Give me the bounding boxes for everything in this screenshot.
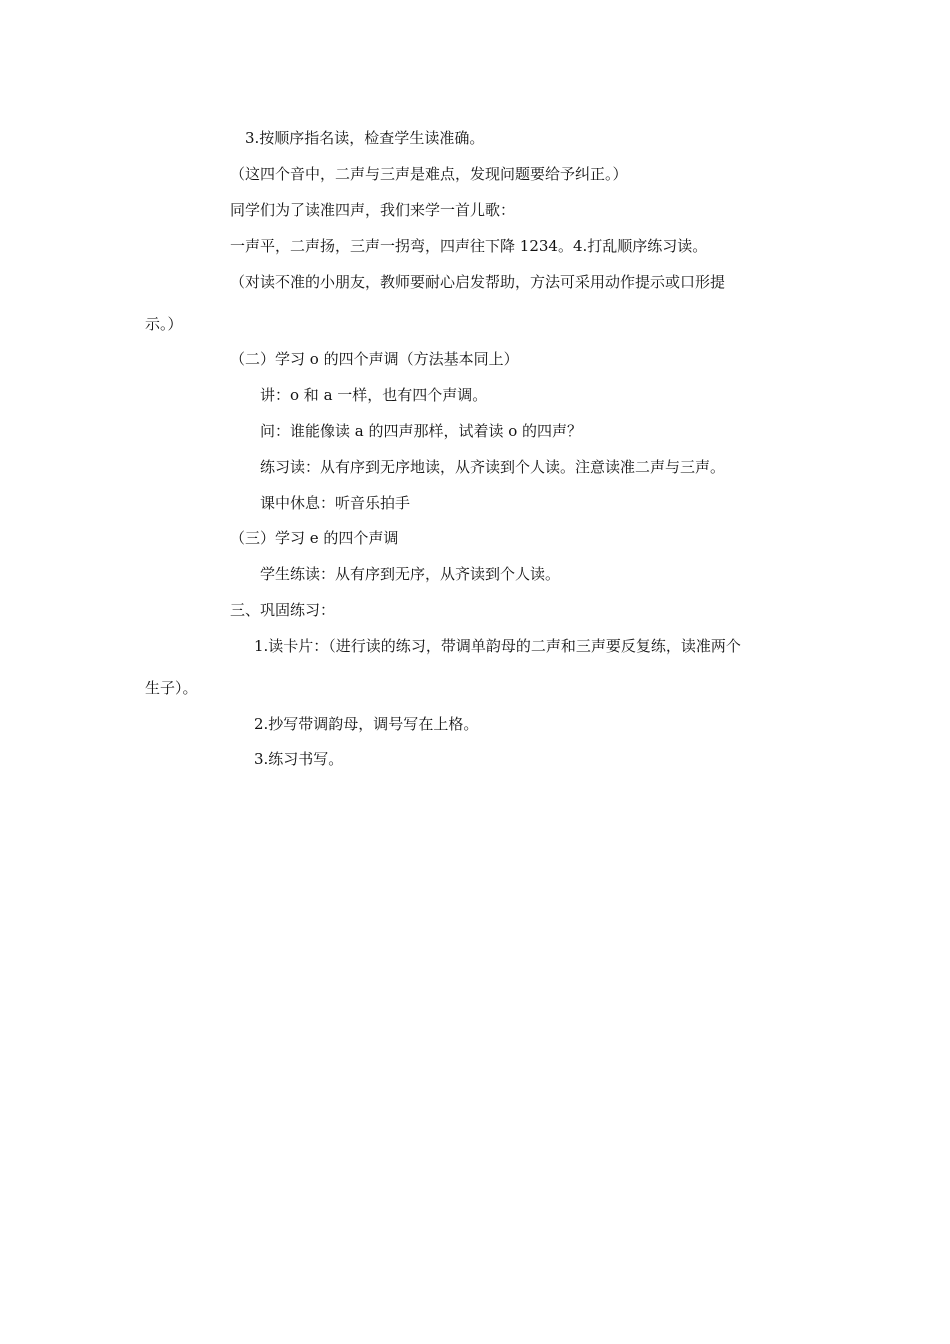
text-line: 同学们为了读准四声，我们来学一首儿歌： (230, 201, 516, 219)
text-line: 三、巩固练习： (230, 601, 336, 619)
text-line: 问：谁能像读 a 的四声那样，试着读 o 的四声？ (260, 422, 583, 440)
text-line: 讲：o 和 a 一样，也有四个声调。 (260, 386, 488, 404)
text-line: 生子）。 (145, 679, 198, 697)
text-line: 2.抄写带调韵母，调号写在上格。 (254, 715, 479, 733)
text-line: （这四个音中，二声与三声是难点，发现问题要给予纠正。） (230, 165, 628, 183)
text-line: 1.读卡片：（进行读的练习，带调单韵母的二声和三声要反复练，读准两个 (254, 637, 741, 655)
text-line: 3.按顺序指名读，检查学生读准确。 (245, 129, 485, 147)
text-line: 示。） (145, 315, 183, 333)
text-line: 学生练读：从有序到无序，从齐读到个人读。 (260, 565, 561, 583)
text-line: （二）学习 o 的四个声调（方法基本同上） (230, 350, 519, 368)
text-line: 一声平，二声扬，三声一拐弯，四声往下降 1234。4.打乱顺序练习读。 (230, 237, 708, 255)
text-line: 3.练习书写。 (254, 750, 344, 768)
text-line: 课中休息：听音乐拍手 (260, 494, 411, 512)
text-line: 练习读：从有序到无序地读，从齐读到个人读。注意读准二声与三声。 (260, 458, 726, 476)
text-line: （三）学习 e 的四个声调 (230, 529, 399, 547)
text-line: （对读不准的小朋友，教师要耐心启发帮助，方法可采用动作提示或口形提 (230, 273, 726, 291)
